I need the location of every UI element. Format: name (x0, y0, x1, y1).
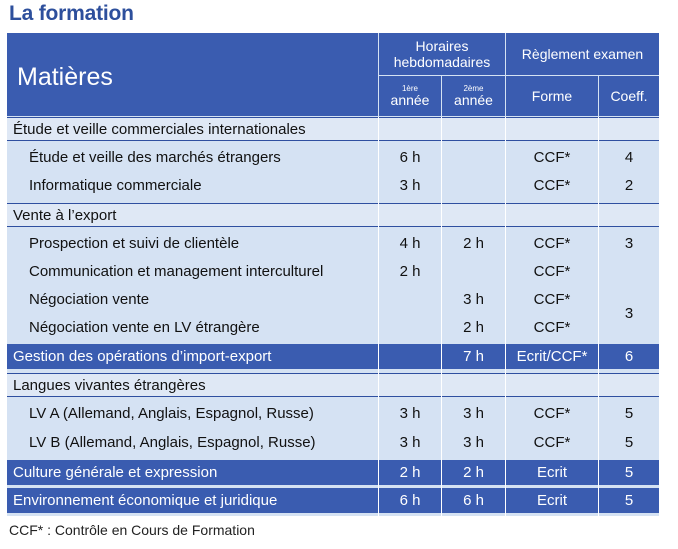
table-row (7, 171, 659, 199)
section-langues (7, 373, 659, 397)
cell-coeff: 3 (624, 234, 634, 252)
row-environnement-label: Environnement économique et juridique (7, 488, 378, 513)
cell-forme: CCF* (533, 262, 571, 280)
row-label: LV A (Allemand, Anglais, Espagnol, Russe) (29, 405, 314, 422)
cell-annee1: 2 h (399, 262, 421, 280)
header-matieres-label: Matières (17, 63, 113, 91)
section-vente-export (7, 203, 659, 227)
table-row (7, 285, 659, 322)
cell-annee1: 6 h (379, 488, 441, 513)
cell-annee1: 6 h (399, 148, 421, 166)
cell-annee2: 2 h (463, 318, 484, 336)
cell-forme: CCF* (533, 148, 571, 166)
column-divider (505, 117, 506, 516)
row-culture (7, 460, 659, 485)
cell-annee1: 3 h (399, 176, 421, 194)
annee1-sup: 1ère (401, 83, 418, 93)
table-row (7, 143, 659, 171)
row-label: Négociation vente (29, 291, 150, 308)
cell-forme: CCF* (533, 290, 571, 308)
header-annee-2 (442, 76, 505, 116)
row-gestion-label: Gestion des opérations d’import-export (7, 344, 378, 369)
cell-forme: CCF* (533, 318, 571, 336)
row-gestion (7, 344, 659, 369)
cell-annee2: 2 h (442, 460, 505, 485)
column-divider (441, 117, 442, 516)
table-row (7, 229, 659, 257)
cell-annee1 (379, 344, 441, 369)
cell-annee2: 6 h (442, 488, 505, 513)
formation-table (7, 33, 659, 516)
annee1-label: année (390, 91, 430, 108)
cell-coeff: 3 (624, 304, 634, 322)
header-annee-1 (379, 76, 441, 116)
section-langues-label: Langues vivantes étrangères (13, 377, 206, 394)
table-row (7, 399, 659, 427)
row-label: Communication et management interculturel (29, 263, 324, 280)
cell-forme: CCF* (533, 433, 571, 451)
row-environnement (7, 488, 659, 513)
cell-annee2: 3 h (463, 433, 484, 451)
annee2-label: année (454, 91, 493, 108)
cell-coeff: 2 (624, 176, 634, 194)
section-etude-label: Étude et veille commerciales internationales (13, 121, 306, 138)
cell-annee1: 4 h (399, 234, 421, 252)
row-label: Prospection et suivi de clientèle (29, 235, 240, 252)
header-coeff: Coeff. (599, 76, 659, 116)
cell-annee2: 3 h (463, 290, 484, 308)
table-row (7, 257, 659, 285)
cell-annee1: 3 h (399, 433, 421, 451)
cell-forme: CCF* (533, 234, 571, 252)
cell-forme: CCF* (533, 404, 571, 422)
header-matieres (7, 33, 378, 116)
row-label: Négociation vente en LV étrangère (29, 319, 260, 336)
cell-annee2: 3 h (463, 404, 484, 422)
cell-annee2: 7 h (442, 344, 505, 369)
section-vente-label: Vente à l’export (13, 207, 117, 224)
table-row (7, 313, 659, 341)
header-reglement: Règlement examen (506, 33, 659, 75)
row-label: Informatique commerciale (29, 177, 202, 194)
cell-annee2: 2 h (463, 234, 484, 252)
cell-forme: Ecrit (506, 488, 598, 513)
footnote: CCF* : Contrôle en Cours de Formation (9, 522, 255, 538)
cell-forme: Ecrit (506, 460, 598, 485)
table-row (7, 428, 659, 456)
cell-coeff: 5 (599, 460, 659, 485)
cell-forme: CCF* (533, 176, 571, 194)
row-label: Étude et veille des marchés étrangers (29, 149, 281, 166)
cell-coeff: 6 (599, 344, 659, 369)
cell-coeff: 5 (624, 433, 634, 451)
cell-annee1: 3 h (399, 404, 421, 422)
cell-coeff: 5 (599, 488, 659, 513)
column-divider (378, 117, 379, 516)
section-etude (7, 117, 659, 141)
header-forme: Forme (506, 76, 598, 116)
cell-coeff: 5 (624, 404, 634, 422)
page-title: La formation (9, 2, 134, 25)
cell-annee1: 2 h (379, 460, 441, 485)
cell-coeff: 4 (624, 148, 634, 166)
row-label: LV B (Allemand, Anglais, Espagnol, Russe) (29, 434, 316, 451)
row-culture-label: Culture générale et expression (7, 460, 378, 485)
cell-forme: Ecrit/CCF* (506, 344, 598, 369)
header-horaires: Horaires hebdomadaires (379, 33, 505, 75)
annee2-sup: 2ème (463, 83, 484, 93)
column-divider (598, 117, 599, 516)
